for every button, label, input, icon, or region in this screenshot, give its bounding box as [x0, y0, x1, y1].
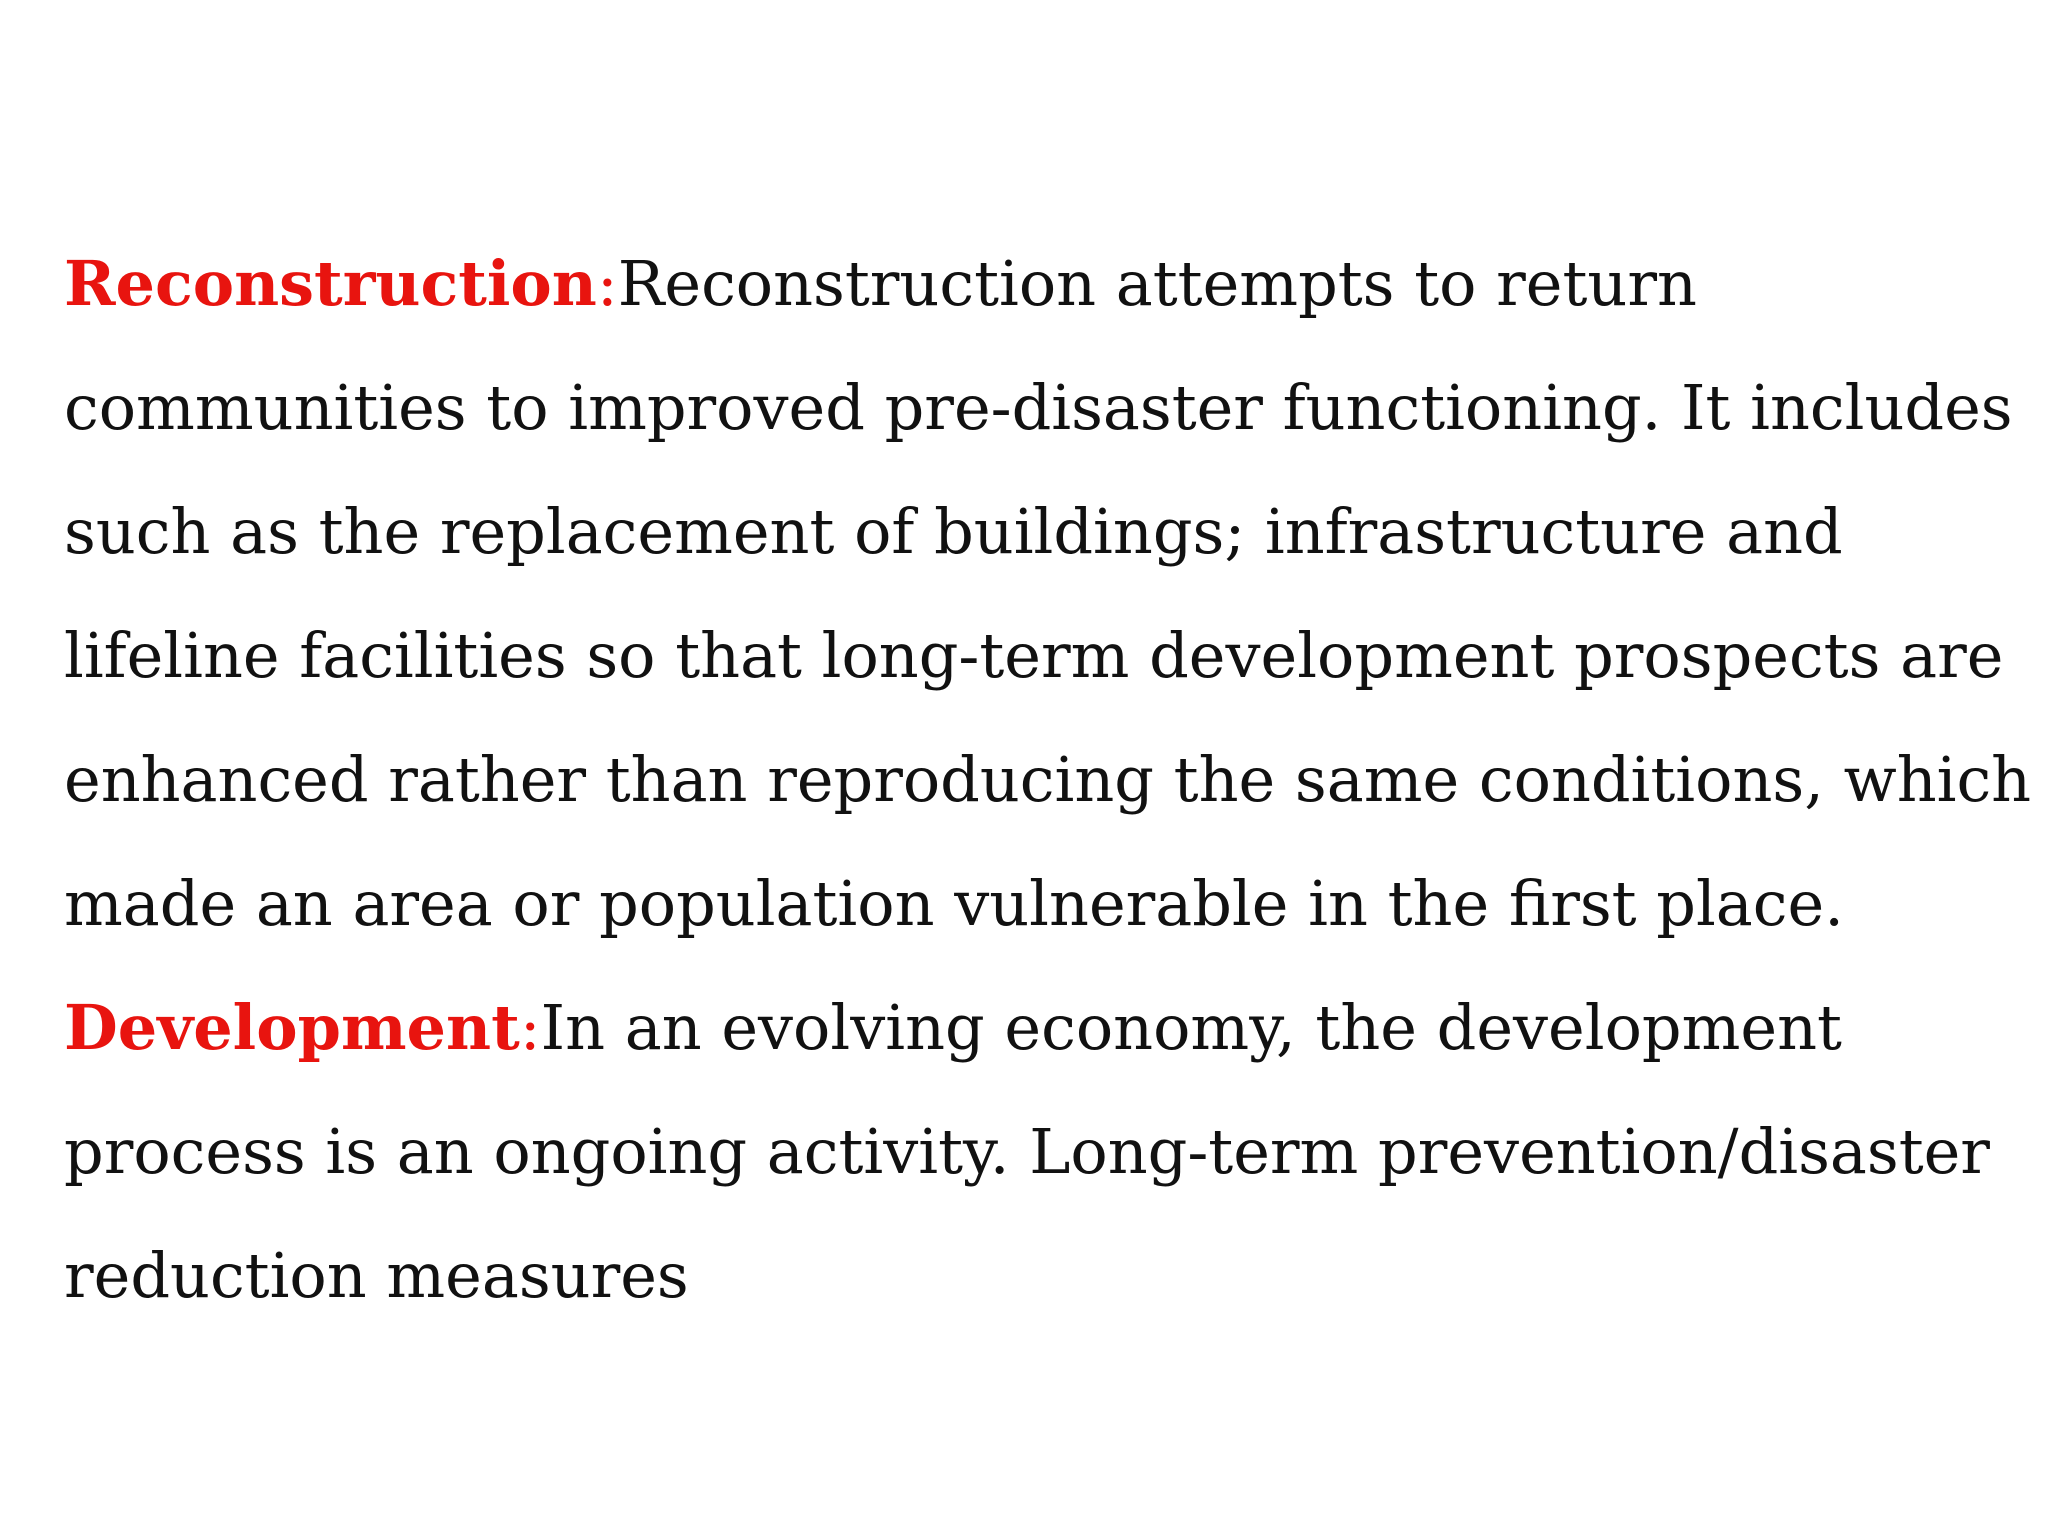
- text-line: made an area or population vulnerable in the first place.: [64, 867, 1844, 940]
- definition-text: In an evolving economy, the development: [540, 991, 1842, 1064]
- text-line: lifeline facilities so that long-term development prospects are: [64, 619, 2004, 692]
- definition-text: Reconstruction attempts to return: [617, 247, 1697, 320]
- term-colon: :: [519, 991, 541, 1064]
- text-line: process is an ongoing activity. Long-term prevention/disaster: [64, 1115, 1990, 1188]
- text-line: reduction measures: [64, 1239, 689, 1312]
- text-line: enhanced rather than reproducing the same conditions, which: [64, 743, 2032, 816]
- text-line: [64, 988, 1842, 1068]
- text-line: [64, 244, 1697, 324]
- term-development: Development: [64, 991, 520, 1064]
- text-line: such as the replacement of buildings; infrastructure and: [64, 495, 1843, 568]
- term-reconstruction: Reconstruction: [64, 247, 597, 320]
- text-line: communities to improved pre-disaster functioning. It includes: [64, 371, 2013, 444]
- term-colon: :: [596, 247, 618, 320]
